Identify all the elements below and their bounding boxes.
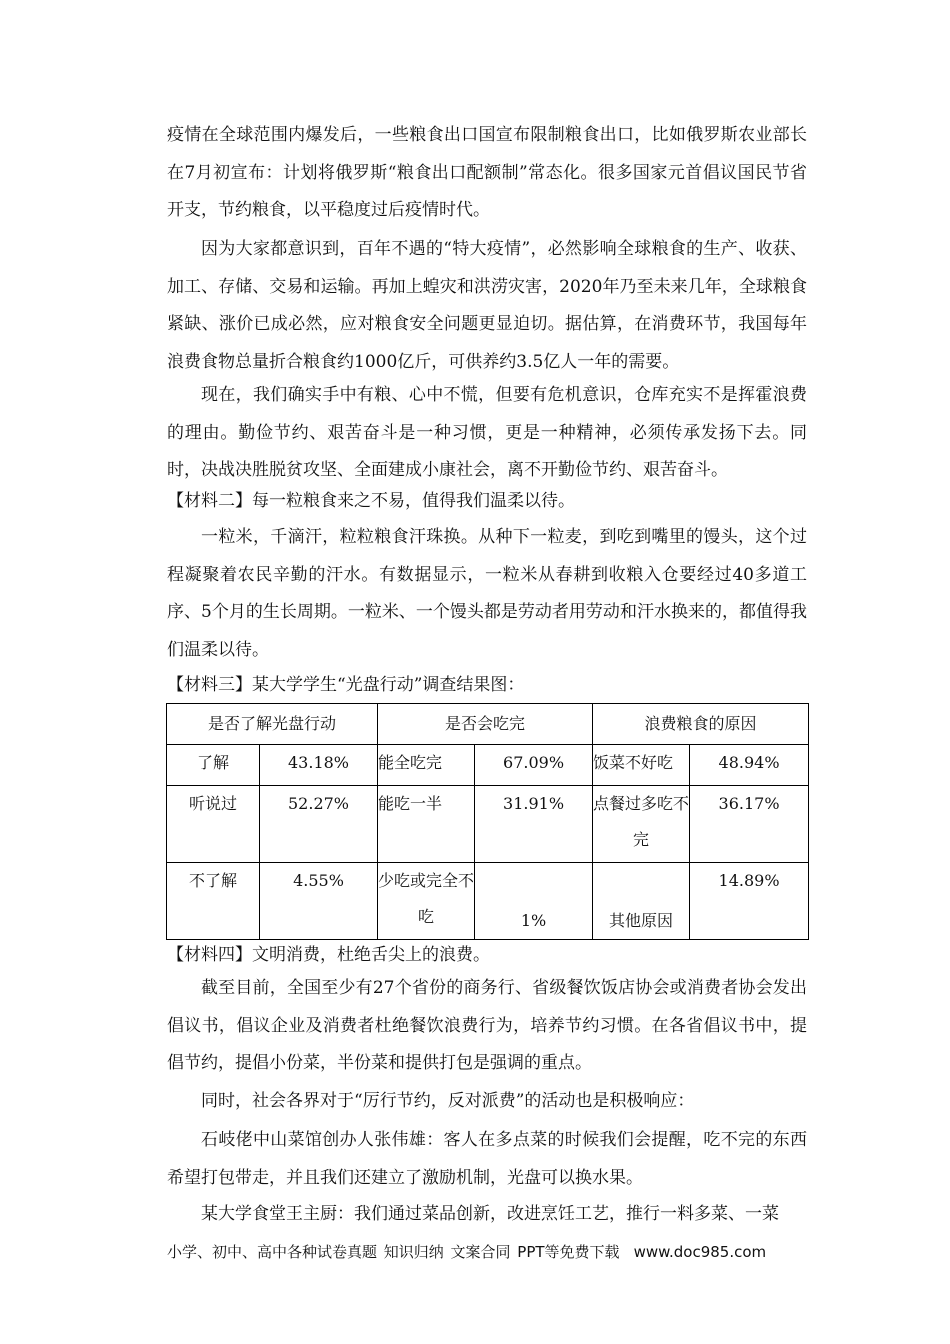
page-footer	[167, 1241, 766, 1262]
paragraph-2: 因为大家都意识到，百年不遇的“特大疫情”，必然影响全球粮食的生产、收获、加工、存储、交易和运输。再加上蝗灾和洪涝灾害，2020年乃至未来几年，全球粮食紧缺、涨价已成必然，应对粮食安全问题更显迫切。据估算，在消费环节，我国每年浪费食物总量折合粮食约1000亿斤，可供养约3.5亿人一年的需要。	[167, 239, 807, 372]
table-header: 浪费粮食的原因	[593, 704, 809, 745]
survey-table	[166, 703, 809, 940]
footer-link[interactable]: www.doc985.com	[633, 1243, 767, 1261]
material-2-heading: 【材料二】每一粒粮食来之不易，值得我们温柔以待。	[167, 491, 575, 511]
material-4-heading: 【材料四】文明消费，杜绝舌尖上的浪费。	[167, 945, 490, 965]
table-cell: 67.09%	[475, 745, 593, 786]
table-row	[167, 786, 809, 863]
table-cell: 其他原因	[593, 863, 690, 940]
table-cell: 36.17%	[690, 786, 809, 863]
table-row	[167, 863, 809, 940]
table-cell: 14.89%	[690, 863, 809, 940]
paragraph-1: 疫情在全球范围内爆发后，一些粮食出口国宣布限制粮食出口，比如俄罗斯农业部长在7月初宣布：计划将俄罗斯“粮食出口配额制”常态化。很多国家元首倡议国民节省开支，节约粮食，以平稳度过后疫情时代。	[167, 125, 807, 220]
table-cell: 少吃或完全不吃	[378, 863, 475, 940]
paragraph-5: 截至目前，全国至少有27个省份的商务行、省级餐饮饭店协会或消费者协会发出倡议书，倡议企业及消费者杜绝餐饮浪费行为，培养节约习惯。在各省倡议书中，提倡节约，提倡小份菜，半份菜和提供打包是强调的重点。	[167, 978, 807, 1073]
table-header: 是否会吃完	[378, 704, 593, 745]
table-cell: 点餐过多吃不完	[593, 786, 690, 863]
footer-text: 小学、初中、高中各种试卷真题 知识归纳 文案合同 PPT等免费下载	[167, 1243, 620, 1261]
paragraph-3: 现在，我们确实手中有粮、心中不慌，但要有危机意识，仓库充实不是挥霍浪费的理由。勤俭节约、艰苦奋斗是一种习惯，更是一种精神，必须传承发扬下去。同时，决战决胜脱贫攻坚、全面建成小康社会，离不开勤俭节约、艰苦奋斗。	[167, 385, 807, 480]
table-cell: 听说过	[167, 786, 260, 863]
table-cell: 48.94%	[690, 745, 809, 786]
table-cell: 52.27%	[260, 786, 378, 863]
material-3-heading: 【材料三】某大学学生“光盘行动”调查结果图：	[167, 675, 525, 695]
paragraph-8: 某大学食堂王主厨：我们通过菜品创新，改进烹饪工艺，推行一料多菜、一菜	[201, 1204, 779, 1224]
paragraph-6: 同时，社会各界对于“厉行节约，反对派费”的活动也是积极响应：	[201, 1091, 695, 1111]
table-cell: 31.91%	[475, 786, 593, 863]
table-header-row	[167, 704, 809, 745]
paragraph-4: 一粒米，千滴汗，粒粒粮食汗珠换。从种下一粒麦，到吃到嘴里的馒头，这个过程凝聚着农民辛勤的汗水。有数据显示，一粒米从春耕到收粮入仓要经过40多道工序、5个月的生长周期。一粒米、一个馒头都是劳动者用劳动和汗水换来的，都值得我们温柔以待。	[167, 527, 807, 660]
table-cell: 了解	[167, 745, 260, 786]
table-cell: 4.55%	[260, 863, 378, 940]
paragraph-7: 石岐佬中山菜馆创办人张伟雄：客人在多点菜的时候我们会提醒，吃不完的东西希望打包带走，并且我们还建立了激励机制，光盘可以换水果。	[167, 1130, 807, 1188]
table-row	[167, 745, 809, 786]
table-cell: 能吃一半	[378, 786, 475, 863]
table-cell: 43.18%	[260, 745, 378, 786]
table-cell: 能全吃完	[378, 745, 475, 786]
table-cell: 1%	[475, 863, 593, 940]
table-header: 是否了解光盘行动	[167, 704, 378, 745]
table-cell: 不了解	[167, 863, 260, 940]
table-cell: 饭菜不好吃	[593, 745, 690, 786]
